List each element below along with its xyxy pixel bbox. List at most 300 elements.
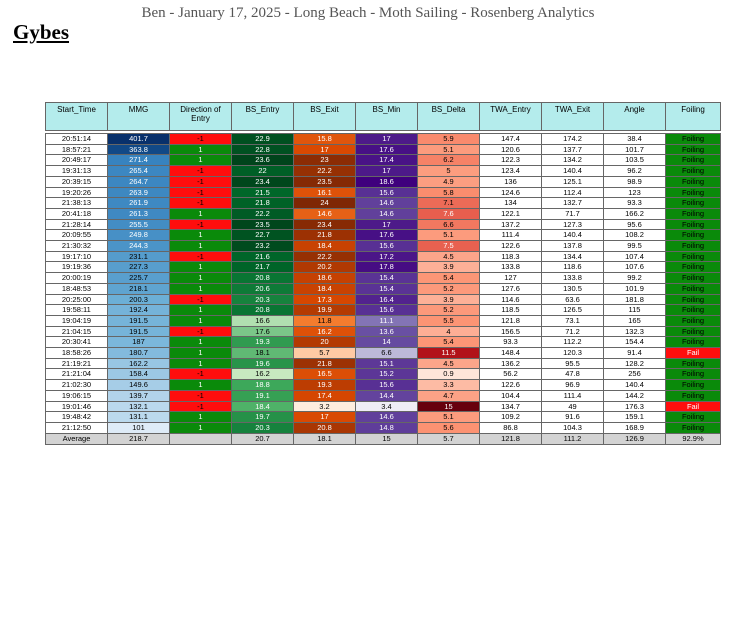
cell-bs-delta: 5.1 [418,144,480,155]
table-row [46,390,721,401]
cell-angle: 99.5 [604,241,666,252]
cell-twa-exit: 91.6 [542,412,604,423]
cell-angle: 181.8 [604,294,666,305]
cell-bs-min: 14 [356,337,418,348]
cell-twa-entry: 86.8 [480,422,542,433]
cell-bs-min: 11.1 [356,315,418,326]
cell-twa-exit: 118.6 [542,262,604,273]
average-mmg: 218.7 [108,433,170,444]
cell-twa-entry: 118.5 [480,305,542,316]
cell-twa-exit: 134.2 [542,155,604,166]
cell-bs-delta: 4.9 [418,176,480,187]
cell-mmg: 158.4 [108,369,170,380]
cell-twa-entry: 56.2 [480,369,542,380]
cell-twa-exit: 132.7 [542,198,604,209]
cell-bs-exit: 15.8 [294,134,356,145]
cell-bs-min: 18.6 [356,176,418,187]
cell-bs-entry: 22.8 [232,144,294,155]
cell-mmg: 191.5 [108,326,170,337]
cell-bs-min: 15.4 [356,273,418,284]
cell-foiling: Fail [666,401,721,412]
table-body [46,131,721,434]
cell-twa-exit: 130.5 [542,283,604,294]
cell-bs-min: 15.6 [356,305,418,316]
cell-bs-delta: 5.6 [418,422,480,433]
cell-bs-delta: 5.5 [418,315,480,326]
cell-foiling: Foiling [666,422,721,433]
cell-mmg: 263.9 [108,187,170,198]
cell-foiling: Foiling [666,166,721,177]
cell-direction: -1 [170,198,232,209]
cell-start-time: 19:20:26 [46,187,108,198]
table-row [46,380,721,391]
cell-twa-exit: 126.5 [542,305,604,316]
cell-twa-entry: 124.6 [480,187,542,198]
cell-mmg: 131.1 [108,412,170,423]
cell-direction: -1 [170,401,232,412]
cell-twa-entry: 121.8 [480,315,542,326]
cell-start-time: 19:48:42 [46,412,108,423]
cell-bs-entry: 23.4 [232,176,294,187]
cell-foiling: Foiling [666,134,721,145]
cell-bs-entry: 19.6 [232,358,294,369]
table-row [46,134,721,145]
cell-foiling: Foiling [666,305,721,316]
cell-twa-entry: 122.6 [480,241,542,252]
cell-bs-entry: 20.6 [232,283,294,294]
cell-angle: 103.5 [604,155,666,166]
table-row [46,208,721,219]
average-label: Average [46,433,108,444]
cell-foiling: Foiling [666,198,721,209]
cell-angle: 166.2 [604,208,666,219]
cell-foiling: Foiling [666,315,721,326]
cell-start-time: 18:58:26 [46,348,108,359]
cell-bs-delta: 15 [418,401,480,412]
cell-direction: 1 [170,315,232,326]
cell-direction: 1 [170,273,232,284]
cell-foiling: Fail [666,348,721,359]
cell-angle: 91.4 [604,348,666,359]
table-row [46,198,721,209]
cell-bs-delta: 11.5 [418,348,480,359]
cell-bs-entry: 22 [232,166,294,177]
cell-angle: 168.9 [604,422,666,433]
table-row [46,369,721,380]
cell-twa-entry: 136 [480,176,542,187]
cell-foiling: Foiling [666,283,721,294]
section-title: Gybes [13,20,70,44]
cell-twa-entry: 136.2 [480,358,542,369]
cell-bs-entry: 18.1 [232,348,294,359]
cell-bs-exit: 20 [294,337,356,348]
cell-start-time: 21:04:15 [46,326,108,337]
cell-bs-exit: 14.6 [294,208,356,219]
cell-bs-entry: 23.2 [232,241,294,252]
cell-angle: 144.2 [604,390,666,401]
cell-angle: 96.2 [604,166,666,177]
cell-start-time: 21:38:13 [46,198,108,209]
cell-bs-delta: 4 [418,326,480,337]
cell-angle: 176.3 [604,401,666,412]
cell-twa-entry: 147.4 [480,134,542,145]
cell-bs-delta: 5.1 [418,230,480,241]
cell-twa-exit: 73.1 [542,315,604,326]
cell-angle: 108.2 [604,230,666,241]
cell-bs-exit: 20.2 [294,262,356,273]
cell-bs-exit: 17 [294,144,356,155]
cell-twa-exit: 111.4 [542,390,604,401]
cell-foiling: Foiling [666,337,721,348]
cell-bs-exit: 23.5 [294,176,356,187]
cell-twa-exit: 140.4 [542,230,604,241]
cell-mmg: 132.1 [108,401,170,412]
cell-angle: 38.4 [604,134,666,145]
cell-direction: 1 [170,348,232,359]
table-header-row [46,103,721,131]
cell-twa-entry: 134 [480,198,542,209]
cell-bs-delta: 4.7 [418,390,480,401]
cell-start-time: 21:28:14 [46,219,108,230]
cell-bs-min: 15.2 [356,369,418,380]
cell-bs-entry: 21.8 [232,198,294,209]
cell-bs-entry: 21.5 [232,187,294,198]
cell-bs-delta: 5.8 [418,187,480,198]
cell-bs-delta: 5.2 [418,305,480,316]
cell-foiling: Foiling [666,262,721,273]
cell-mmg: 191.5 [108,315,170,326]
cell-start-time: 18:48:53 [46,283,108,294]
cell-direction: -1 [170,219,232,230]
cell-direction: -1 [170,176,232,187]
cell-bs-entry: 22.9 [232,134,294,145]
cell-start-time: 20:49:17 [46,155,108,166]
cell-direction: 1 [170,358,232,369]
cell-bs-min: 14.6 [356,412,418,423]
cell-foiling: Foiling [666,326,721,337]
cell-bs-delta: 4.5 [418,358,480,369]
table-row [46,155,721,166]
cell-bs-exit: 23.4 [294,219,356,230]
cell-mmg: 187 [108,337,170,348]
cell-foiling: Foiling [666,241,721,252]
cell-direction: -1 [170,166,232,177]
cell-twa-exit: 112.2 [542,337,604,348]
col-header-direction: Direction of Entry [170,103,232,131]
cell-mmg: 180.7 [108,348,170,359]
cell-bs-entry: 20.8 [232,305,294,316]
cell-bs-min: 15.1 [356,358,418,369]
cell-start-time: 20:00:19 [46,273,108,284]
cell-bs-exit: 16.2 [294,326,356,337]
cell-bs-min: 17.8 [356,262,418,273]
cell-bs-delta: 0.9 [418,369,480,380]
cell-angle: 107.6 [604,262,666,273]
table-row [46,241,721,252]
cell-mmg: 244.3 [108,241,170,252]
cell-foiling: Foiling [666,176,721,187]
average-bs-min: 15 [356,433,418,444]
cell-bs-delta: 7.5 [418,241,480,252]
cell-bs-entry: 23.6 [232,155,294,166]
cell-direction: -1 [170,187,232,198]
cell-twa-entry: 118.3 [480,251,542,262]
cell-twa-entry: 120.6 [480,144,542,155]
cell-bs-exit: 16.5 [294,369,356,380]
table-row [46,315,721,326]
cell-direction: -1 [170,251,232,262]
table-row [46,273,721,284]
cell-bs-min: 6.6 [356,348,418,359]
cell-start-time: 20:09:55 [46,230,108,241]
cell-twa-entry: 133.8 [480,262,542,273]
table-row [46,337,721,348]
average-twa-exit: 111.2 [542,433,604,444]
cell-bs-exit: 5.7 [294,348,356,359]
cell-bs-delta: 4.5 [418,251,480,262]
cell-bs-entry: 20.8 [232,273,294,284]
average-foiling: 92.9% [666,433,721,444]
cell-bs-exit: 19.9 [294,305,356,316]
cell-start-time: 20:41:18 [46,208,108,219]
table-row [46,230,721,241]
cell-twa-exit: 47.8 [542,369,604,380]
cell-mmg: 271.4 [108,155,170,166]
cell-start-time: 19:06:15 [46,390,108,401]
cell-foiling: Foiling [666,380,721,391]
cell-direction: 1 [170,337,232,348]
cell-twa-exit: 71.7 [542,208,604,219]
table-row [46,262,721,273]
cell-bs-exit: 22.2 [294,251,356,262]
cell-direction: 1 [170,230,232,241]
cell-bs-min: 15.6 [356,241,418,252]
table-row [46,348,721,359]
cell-twa-entry: 122.6 [480,380,542,391]
cell-bs-min: 3.4 [356,401,418,412]
cell-bs-min: 14.6 [356,208,418,219]
cell-twa-exit: 140.4 [542,166,604,177]
cell-start-time: 19:19:36 [46,262,108,273]
table-row [46,294,721,305]
cell-direction: 1 [170,422,232,433]
table-row [46,326,721,337]
cell-start-time: 19:01:46 [46,401,108,412]
cell-twa-exit: 71.2 [542,326,604,337]
cell-twa-exit: 125.1 [542,176,604,187]
cell-bs-min: 17.6 [356,230,418,241]
cell-angle: 101.9 [604,283,666,294]
cell-bs-exit: 19.3 [294,380,356,391]
cell-twa-exit: 133.8 [542,273,604,284]
cell-mmg: 261.3 [108,208,170,219]
cell-angle: 140.4 [604,380,666,391]
cell-bs-delta: 3.3 [418,380,480,391]
cell-bs-delta: 5.1 [418,412,480,423]
cell-twa-exit: 120.3 [542,348,604,359]
cell-twa-entry: 122.1 [480,208,542,219]
table-row [46,401,721,412]
cell-angle: 132.3 [604,326,666,337]
cell-foiling: Foiling [666,369,721,380]
col-header-bs-min: BS_Min [356,103,418,131]
cell-direction: 1 [170,241,232,252]
cell-foiling: Foiling [666,144,721,155]
cell-foiling: Foiling [666,412,721,423]
cell-direction: 1 [170,305,232,316]
cell-start-time: 21:19:21 [46,358,108,369]
cell-bs-entry: 20.3 [232,422,294,433]
cell-start-time: 21:12:50 [46,422,108,433]
col-header-start-time: Start_Time [46,103,108,131]
cell-bs-exit: 18.4 [294,283,356,294]
cell-mmg: 255.5 [108,219,170,230]
cell-angle: 107.4 [604,251,666,262]
cell-twa-exit: 63.6 [542,294,604,305]
table-row [46,187,721,198]
cell-bs-min: 17.6 [356,144,418,155]
cell-twa-entry: 148.4 [480,348,542,359]
cell-start-time: 20:30:41 [46,337,108,348]
table-row [46,305,721,316]
cell-direction: 1 [170,144,232,155]
cell-angle: 93.3 [604,198,666,209]
col-header-twa-exit: TWA_Exit [542,103,604,131]
cell-direction: 1 [170,155,232,166]
cell-bs-delta: 7.6 [418,208,480,219]
cell-angle: 99.2 [604,273,666,284]
cell-twa-entry: 156.5 [480,326,542,337]
average-direction [170,433,232,444]
gybes-table [45,102,721,445]
cell-start-time: 19:31:13 [46,166,108,177]
cell-direction: -1 [170,390,232,401]
cell-start-time: 19:17:10 [46,251,108,262]
average-angle: 126.9 [604,433,666,444]
cell-bs-min: 14.4 [356,390,418,401]
cell-bs-entry: 21.7 [232,262,294,273]
col-header-bs-entry: BS_Entry [232,103,294,131]
cell-bs-min: 17 [356,219,418,230]
page-header: Ben - January 17, 2025 - Long Beach - Moth Sailing - Rosenberg Analytics [141,5,595,21]
cell-foiling: Foiling [666,155,721,166]
cell-bs-delta: 5.9 [418,134,480,145]
cell-bs-min: 17 [356,166,418,177]
table-row [46,412,721,423]
cell-twa-exit: 96.9 [542,380,604,391]
cell-foiling: Foiling [666,208,721,219]
cell-mmg: 264.7 [108,176,170,187]
cell-bs-exit: 20.8 [294,422,356,433]
cell-foiling: Foiling [666,294,721,305]
cell-twa-entry: 127.6 [480,283,542,294]
cell-direction: -1 [170,294,232,305]
cell-bs-exit: 18.6 [294,273,356,284]
cell-twa-exit: 127.3 [542,219,604,230]
cell-angle: 98.9 [604,176,666,187]
cell-bs-exit: 11.8 [294,315,356,326]
cell-bs-min: 14.8 [356,422,418,433]
cell-foiling: Foiling [666,251,721,262]
cell-angle: 128.2 [604,358,666,369]
cell-bs-min: 16.4 [356,294,418,305]
cell-bs-min: 15.6 [356,187,418,198]
cell-bs-entry: 16.2 [232,369,294,380]
cell-bs-exit: 24 [294,198,356,209]
cell-twa-entry: 127 [480,273,542,284]
cell-angle: 115 [604,305,666,316]
cell-bs-delta: 5.4 [418,337,480,348]
cell-bs-exit: 23 [294,155,356,166]
table-row [46,176,721,187]
cell-bs-delta: 3.9 [418,262,480,273]
cell-start-time: 20:51:14 [46,134,108,145]
cell-twa-entry: 114.6 [480,294,542,305]
cell-bs-entry: 19.1 [232,390,294,401]
cell-bs-delta: 3.9 [418,294,480,305]
cell-direction: 1 [170,380,232,391]
cell-mmg: 101 [108,422,170,433]
cell-start-time: 18:57:21 [46,144,108,155]
cell-mmg: 218.1 [108,283,170,294]
cell-mmg: 261.9 [108,198,170,209]
cell-bs-min: 17.4 [356,155,418,166]
cell-bs-entry: 18.8 [232,380,294,391]
cell-bs-exit: 18.4 [294,241,356,252]
cell-angle: 256 [604,369,666,380]
table-row [46,219,721,230]
cell-bs-delta: 6.2 [418,155,480,166]
cell-direction: -1 [170,369,232,380]
col-header-twa-entry: TWA_Entry [480,103,542,131]
cell-bs-entry: 22.7 [232,230,294,241]
cell-mmg: 227.3 [108,262,170,273]
cell-mmg: 249.8 [108,230,170,241]
cell-mmg: 401.7 [108,134,170,145]
cell-start-time: 21:30:32 [46,241,108,252]
cell-bs-min: 14.6 [356,198,418,209]
cell-bs-delta: 7.1 [418,198,480,209]
average-twa-entry: 121.8 [480,433,542,444]
cell-bs-delta: 5.2 [418,283,480,294]
cell-twa-entry: 123.4 [480,166,542,177]
cell-mmg: 192.4 [108,305,170,316]
cell-angle: 101.7 [604,144,666,155]
col-header-angle: Angle [604,103,666,131]
cell-bs-delta: 5 [418,166,480,177]
cell-bs-exit: 22.2 [294,166,356,177]
cell-mmg: 139.7 [108,390,170,401]
cell-mmg: 225.7 [108,273,170,284]
cell-start-time: 19:58:11 [46,305,108,316]
cell-bs-min: 17.2 [356,251,418,262]
cell-twa-exit: 49 [542,401,604,412]
cell-bs-delta: 6.6 [418,219,480,230]
cell-start-time: 21:21:04 [46,369,108,380]
cell-bs-exit: 16.1 [294,187,356,198]
col-header-foiling: Foiling [666,103,721,131]
cell-angle: 159.1 [604,412,666,423]
cell-foiling: Foiling [666,187,721,198]
table-row [46,166,721,177]
col-header-bs-exit: BS_Exit [294,103,356,131]
cell-bs-exit: 21.8 [294,358,356,369]
cell-bs-entry: 16.6 [232,315,294,326]
table-row [46,144,721,155]
cell-angle: 165 [604,315,666,326]
cell-start-time: 20:39:15 [46,176,108,187]
average-bs-entry: 20.7 [232,433,294,444]
